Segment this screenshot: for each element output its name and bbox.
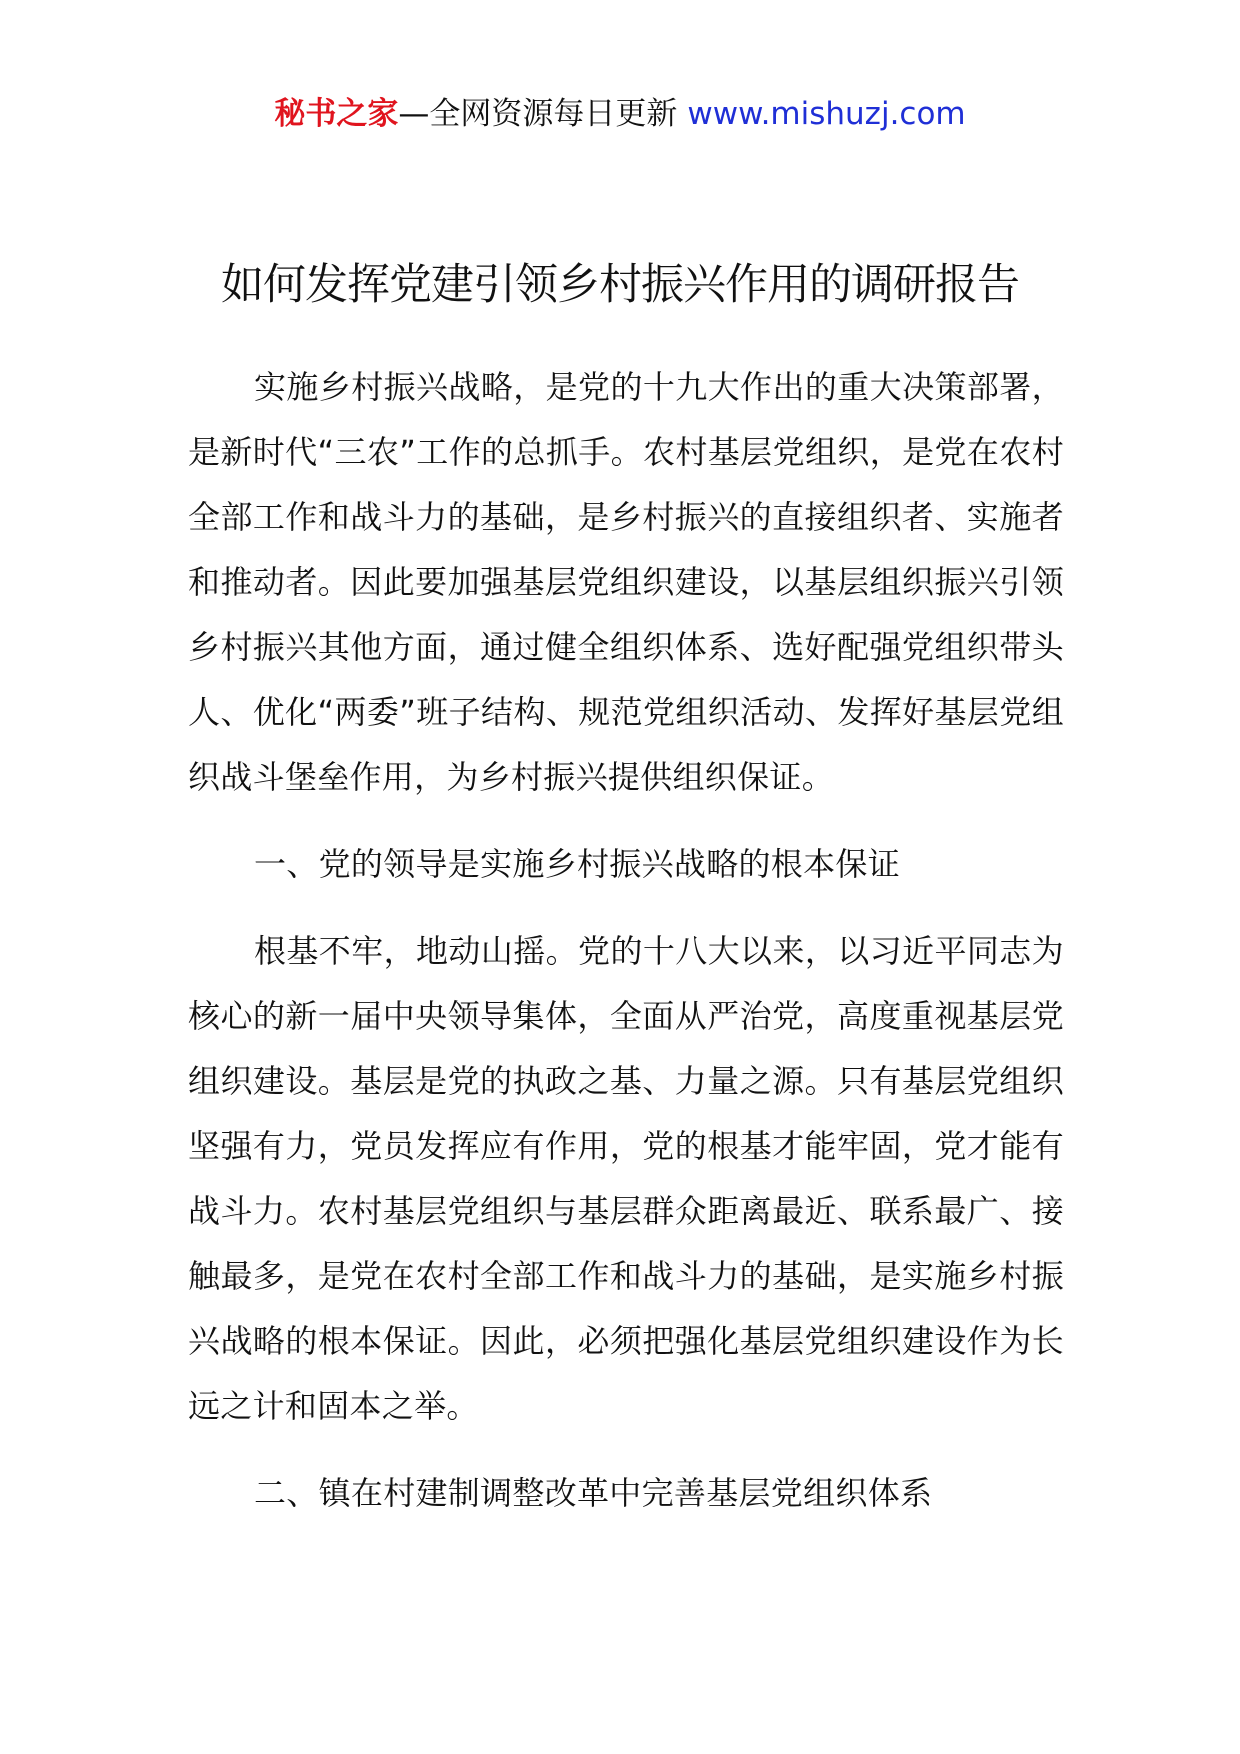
paragraph-spacer [188, 1439, 1064, 1461]
brand-name: 秘书之家 [274, 96, 399, 132]
paragraph-spacer [188, 897, 1064, 919]
document-body [188, 355, 1064, 1526]
site-header [0, 94, 1240, 134]
paragraph-spacer [188, 810, 1064, 832]
intro-paragraph: 实施乡村振兴战略，是党的十九大作出的重大决策部署，是新时代“三农”工作的总抓手。农村基层党组织，是党在农村全部工作和战斗力的基础，是乡村振兴的直接组织者、实施者和推动者。因此要加强基层党组织建设，以基层组织振兴引领乡村振兴其他方面，通过健全组织体系、选好配强党组织带头人、优化“两委”班子结构、规范党组织活动、发挥好基层党组织战斗堡垒作用，为乡村振兴提供组织保证。 [188, 368, 1064, 796]
header-tagline: —全网资源每日更新 [398, 96, 678, 132]
section-1-paragraph: 根基不牢，地动山摇。党的十八大以来，以习近平同志为核心的新一届中央领导集体，全面从严治党，高度重视基层党组织建设。基层是党的执政之基、力量之源。只有基层党组织坚强有力，党员发挥应有作用，党的根基才能牢固，党才能有战斗力。农村基层党组织与基层群众距离最近、联系最广、接触最多，是党在农村全部工作和战斗力的基础，是实施乡村振兴战略的根本保证。因此，必须把强化基层党组织建设作为长远之计和固本之举。 [188, 932, 1064, 1425]
document-title: 如何发挥党建引领乡村振兴作用的调研报告 [221, 260, 1019, 310]
section-1-heading: 一、党的领导是实施乡村振兴战略的根本保证 [254, 845, 901, 883]
site-url-link[interactable]: www.mishuzj.com [687, 96, 966, 132]
section-2-heading: 二、镇在村建制调整改革中完善基层党组织体系 [254, 1474, 933, 1512]
